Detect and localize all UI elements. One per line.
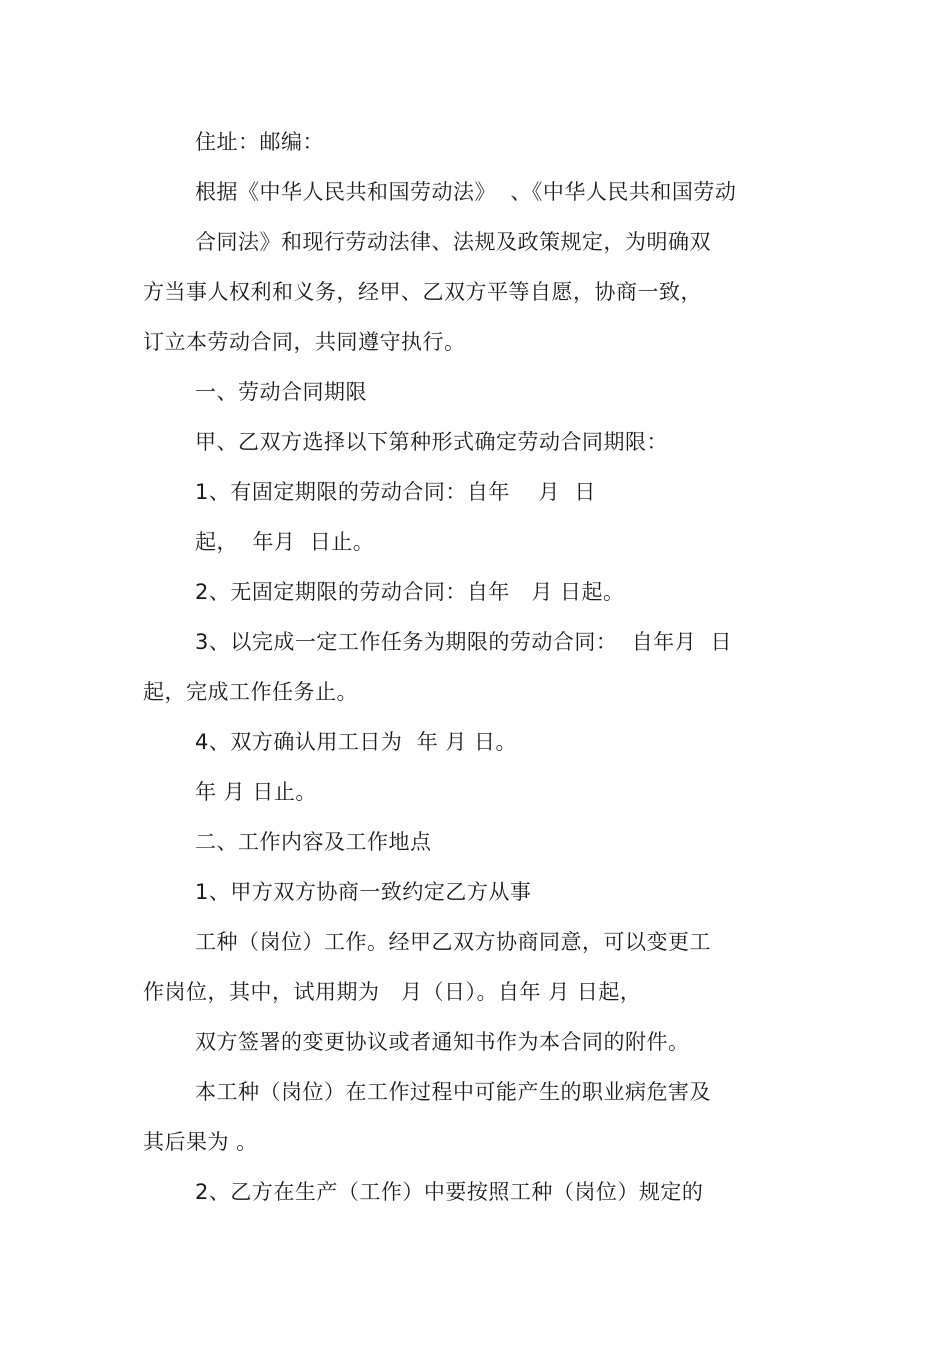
clause-line: 年 月 日止。 xyxy=(195,780,317,804)
paragraph-line: 甲、乙双方选择以下第种形式确定劳动合同期限： xyxy=(195,430,668,454)
clause-line: 1、有固定期限的劳动合同：自年 月 日 xyxy=(195,480,596,504)
paragraph-line: 订立本劳动合同，共同遵守执行。 xyxy=(143,330,466,354)
paragraph-line: 合同法》和现行劳动法律、法规及政策规定，为明确双 xyxy=(195,230,711,254)
paragraph-line: 作岗位，其中，试用期为 月（日）。自年 月 日起， xyxy=(143,980,642,1004)
paragraph-line: 其后果为 。 xyxy=(143,1130,258,1154)
clause-line: 1、甲方双方协商一致约定乙方从事 xyxy=(195,880,532,904)
clause-line: 2、乙方在生产（工作）中要按照工种（岗位）规定的 xyxy=(195,1180,704,1204)
paragraph-line: 本工种（岗位）在工作过程中可能产生的职业病危害及 xyxy=(195,1080,711,1104)
section-heading-1: 一、劳动合同期限 xyxy=(195,380,367,404)
paragraph-line: 方当事人权利和义务，经甲、乙双方平等自愿，协商一致， xyxy=(143,280,702,304)
clause-line: 起， 年月 日止。 xyxy=(195,530,375,554)
clause-line: 4、双方确认用工日为 年 月 日。 xyxy=(195,730,518,754)
clause-line: 2、无固定期限的劳动合同：自年 月 日起。 xyxy=(195,580,625,604)
clause-line: 3、以完成一定工作任务为期限的劳动合同： 自年月 日 xyxy=(195,630,733,654)
address-postcode-line: 住址：邮编： xyxy=(195,130,324,154)
paragraph-line: 双方签署的变更协议或者通知书作为本合同的附件。 xyxy=(195,1030,690,1054)
clause-line: 起，完成工作任务止。 xyxy=(143,680,358,704)
paragraph-line: 根据《中华人民共和国劳动法》 、《中华人民共和国劳动 xyxy=(195,180,737,204)
paragraph-line: 工种（岗位）工作。经甲乙双方协商同意，可以变更工 xyxy=(195,930,711,954)
section-heading-2: 二、工作内容及工作地点 xyxy=(195,830,432,854)
